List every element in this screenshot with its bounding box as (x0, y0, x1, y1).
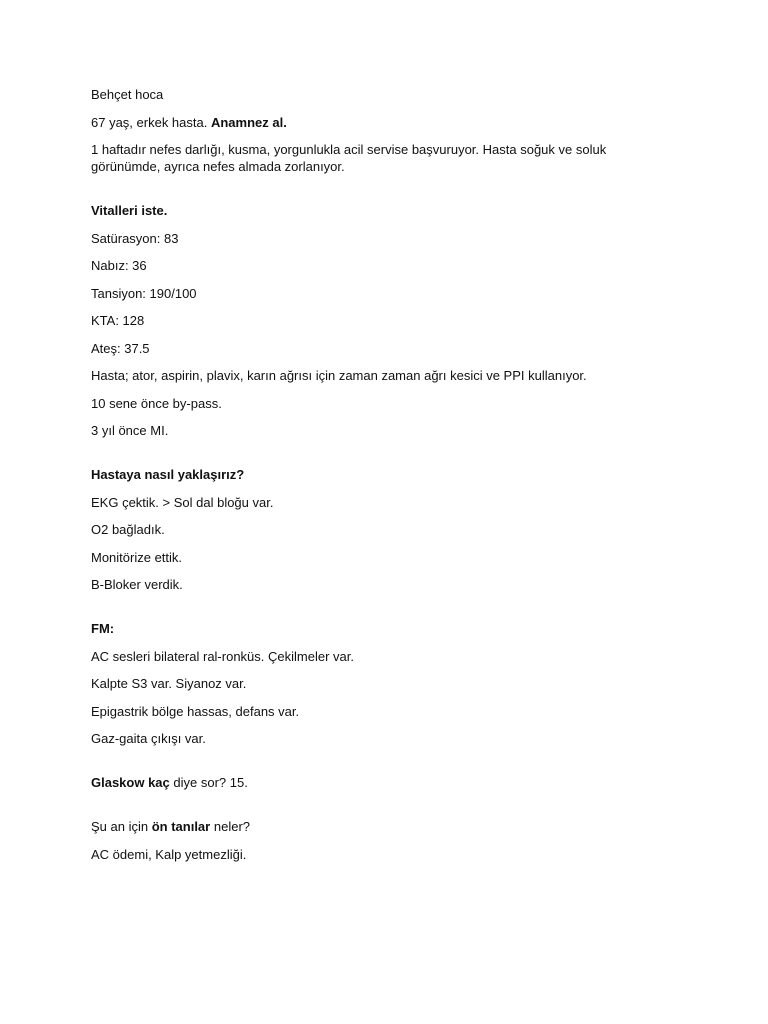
vital-item: Tansiyon: 190/100 (91, 285, 197, 301)
exam-heading-text: FM: (91, 621, 115, 636)
exam-item: AC sesleri bilateral ral-ronküs. Çekilmeler var. (91, 648, 354, 664)
approach-item: EKG çektik. > Sol dal bloğu var. (91, 494, 274, 510)
vitals-heading-text: Vitalleri iste. (91, 203, 168, 218)
diagnosis-bold: ön tanılar (151, 819, 211, 834)
approach-heading-text: Hastaya nasıl yaklaşırız? (91, 467, 245, 482)
exam-item: Kalpte S3 var. Siyanoz var. (91, 676, 247, 691)
approach-item: O2 bağladık. (91, 522, 165, 537)
document-page (91, 86, 651, 873)
diagnosis-answer: AC ödemi, Kalp yetmezliği. (91, 846, 247, 862)
diagnosis-question (91, 818, 651, 835)
approach-item: Monitörize ettik. (91, 549, 183, 565)
glasgow-line (91, 774, 651, 791)
exam-heading (91, 620, 651, 637)
intro-line (91, 114, 651, 131)
intro-text: 67 yaş, erkek hasta. (91, 114, 208, 130)
history-item: Hasta; ator, aspirin, plavix, karın ağrısı için zaman zaman ağrı kesici ve PPI kullanıyor. (91, 368, 587, 383)
vital-item: Ateş: 37.5 (91, 340, 150, 356)
history-item: 10 sene önce by-pass. (91, 395, 222, 411)
approach-item: B-Bloker verdik. (91, 577, 183, 592)
diagnosis-suffix: neler? (213, 819, 250, 834)
history-item: 3 yıl önce MI. (91, 423, 169, 438)
doc-title: Behçet hoca (91, 87, 164, 102)
vital-item: KTA: 128 (91, 313, 145, 328)
chief-complaint: 1 haftadır nefes darlığı, kusma, yorgunlukla acil servise başvuruyor. Hasta soğuk ve soluk görünümde, ayrıca nefes almada zorlanıyor. (91, 142, 607, 174)
glasgow-rest: diye sor? 15. (173, 775, 248, 790)
vital-item: Nabız: 36 (91, 258, 147, 273)
exam-item: Epigastrik bölge hassas, defans var. (91, 703, 300, 719)
approach-heading (91, 466, 651, 483)
diagnosis-prefix: Şu an için (91, 819, 149, 834)
glasgow-question: Glaskow kaç (91, 775, 170, 790)
vital-item: Satürasyon: 83 (91, 230, 179, 246)
intro-instruction: Anamnez al. (210, 114, 287, 130)
vitals-heading (91, 202, 651, 219)
exam-item: Gaz-gaita çıkışı var. (91, 731, 206, 746)
